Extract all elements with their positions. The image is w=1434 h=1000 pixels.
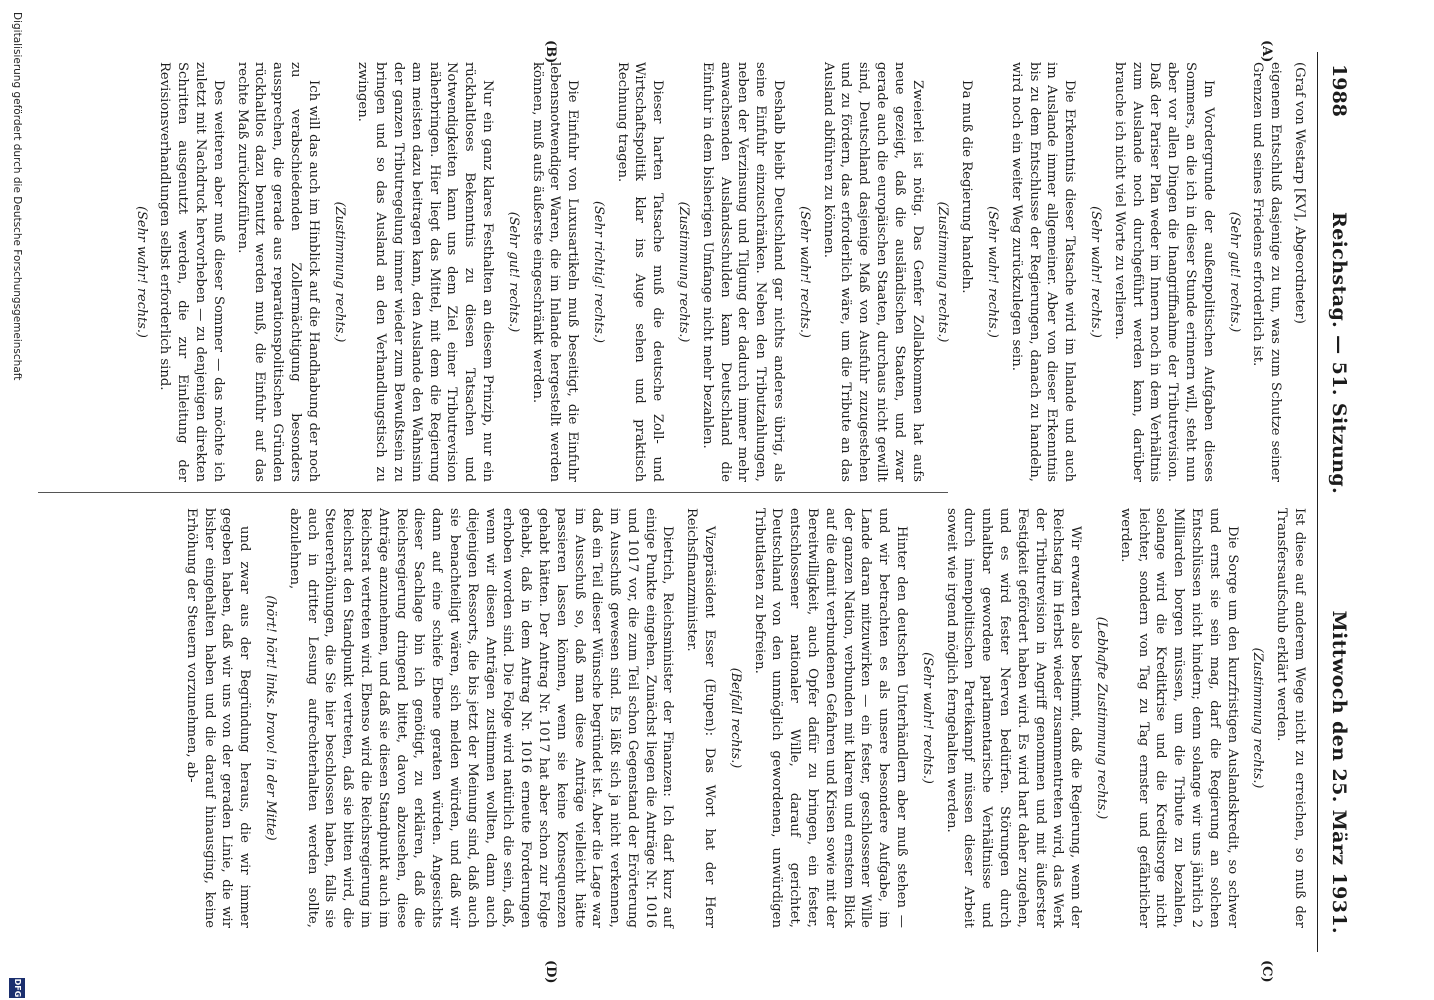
audience-reaction: (Lebhafte Zustimmung rechts.): [1094, 616, 1110, 820]
paragraph: Ist diese auf anderem Wege nicht zu erreichen, so muß der Transfersaufschub erklärt werden.: [1274, 508, 1307, 928]
audience-reaction: (Sehr wahr! rechts.): [985, 206, 1001, 338]
left-text-column: [24, 62, 1308, 482]
paragraph: Dieser harten Tatsache muß die deutsche Zoll- und Wirtschaftspolitik klar ins Auge sehen und praktisch Rechnung tragen.: [614, 62, 666, 482]
audience-reaction: (Beifall rechts.): [727, 667, 743, 769]
paragraph: Zweierlei ist nötig. Das Genfer Zollabkommen hat aufs neue gezeigt, daß die ausländischen Staaten, und zwar gerade auch die europäischen Staaten, durchaus nicht gewillt sind, Deutschland dasjenige Maß von Ausfuhr zuzugestehen und zu fördern, das erforderlich wäre, um die Tribute an das Ausland abführen zu können.: [820, 62, 925, 482]
margin-marker-d: (D): [543, 960, 558, 984]
paragraph: Da muß die Regierung handeln.: [959, 80, 975, 294]
paragraph: Ich will das auch im Hinblick auf die Handhabung der noch zu verabschiedenden Zollermächtigung besonders aussprechen, die gerade aus reparationspolitischen Gründen rückhaltlos dazu benutzt werden muß, die Einfuhr auf das rechte Maß zurückzuführen.: [234, 62, 321, 482]
margin-marker-b: (B): [543, 40, 558, 64]
column-divider: [38, 492, 948, 493]
paragraph: und zwar aus der Begründung heraus, die wir immer gegeben haben, daß wir uns von der geraden Linie, die wir bisher eingehalten haben und die darauf hinausging, keine Erhöhung der Steuern vorzunehmen, ab-: [183, 508, 253, 928]
minister-speech: Dietrich, Reichsminister der Finanzen: Ich darf kurz auf einige Punkte eingehen. Zunächst liegen die Anträge Nr. 1016 und 1017 vor, die zum Teil schon Gegenstand der Erörterung im Ausschuß gewesen sind. Es läßt sich ja nicht verkennen, daß ein Teil dieser Wünsche begründet ist. Aber die Lage war im Ausschuß so, daß man diese Anträge vielleicht hätte passieren lassen können, wenn sie keine Konsequenzen gehabt hätten. Der Antrag Nr. 1017 hat aber schon zur Folge gehabt, daß in dem Antrag Nr. 1016 erneute Forderungen erhoben worden sind. Die Folge wird natürlich die sein, daß, wenn wir diesen Anträgen zustimmen wollten, dann auch diejenigen Ressorts, die bis jetzt der Meinung sind, daß auch sie benachteiligt wären, sich melden würden, und daß wir dann auf eine schiefe Ebene geraten würden. Angesichts dieser Sachlage bin ich genötigt, zu erklären, daß die Reichsregierung dringend bittet, davon abzusehen, diese Anträge anzunehmen, und daß sie diesen Standpunkt auch im Reichsrat vertreten wird. Ebenso wird die Reichsregierung im Reichsrat den Standpunkt vertreten, daß sie bitten wird, die Steuererhöhungen, die Sie hier beschlossen haben, falls sie auch in dritter Lesung aufrechterhalten werden sollte, abzulehnen,: [286, 508, 676, 928]
page-number: 1988: [1328, 64, 1350, 117]
audience-reaction: (Sehr gut! rechts.): [505, 211, 521, 333]
paragraph: Hinter den deutschen Unterhändlern aber muß stehen — und wir betrachten es als unsere besondere Aufgabe, im Lande daran mitzuwirken — ein fester, geschlossener Wille der ganzen Nation, verbunden mit klarem und ernstem Blick auf die damit verbundenen Gefahren und Krisen sowie mit der Bereitwilligkeit, auch Opfer dafür zu bringen, ein fester, entschlossener nationaler Wille, darauf gerichtet, Deutschland von den unmöglich gewordenen, unwürdigen Tributlasten zu befreien.: [751, 508, 910, 928]
paragraph: Wir erwarten also bestimmt, daß die Regierung, wenn der Reichstag im Herbst wieder zusammentreten wird, das Werk der Tributrevision in Angriff genommen und mit äußerster Festigkeit gefördert haben wird. Es wird hart daher zugehen, und es wird fester Nerven bedürfen. Störungen durch unhaltbar gewordene parlamentarische Verhältnisse und durch innenpolitischen Parteikampf müssen dieser Arbeit soweit wie irgend möglich ferngehalten werden.: [943, 508, 1084, 928]
paragraph: Deshalb bleibt Deutschland gar nichts anderes übrig, als seine Einfuhr einzuschränken. Neben den Tributzahlungen, neben der Verzinsung und Tilgung der dadurch immer mehr anwachsenden Auslandsschulden kann Deutschland die Einfuhr in dem bisherigen Umfange nicht mehr bezahlen.: [699, 62, 787, 482]
paragraph: Die Sorge um den kurzfristigen Auslandskredit, so schwer und ernst sie sein mag, darf die Regierung an solchen Entschlüssen nicht hindern; denn solange wir uns jährlich 2 Milliarden borgen müssen, um die Tribute zu bezahlen, solange wird die Kreditkrise und die Kreditsorge nicht leichter, sondern von Tag zu Tag ernster und gefährlicher werden.: [1117, 508, 1240, 928]
session-title: Reichstag. — 51. Sitzung.: [1328, 212, 1350, 495]
audience-reaction: (Zustimmung rechts.): [676, 201, 692, 343]
chair-announcement: Vizepräsident Esser (Eupen): Das Wort hat der Herr Reichsfinanzminister.: [684, 508, 718, 928]
paragraph: Im Vordergrunde der außenpolitischen Aufgaben dieses Sommers, an die ich in dieser Stunde erinnern will, steht nun aber vor allen Dingen die Inangriffnahme der Tributrevision. Daß der Pariser Plan weder im Innern noch in dem Verhältnis zum Auslande noch durchgeführt werden kann, darüber brauche ich nicht viel Worte zu verlieren.: [1111, 62, 1216, 482]
audience-reaction: (Zustimmung rechts.): [935, 201, 951, 343]
paragraph: Des weiteren aber muß dieser Sommer — das möchte ich zuletzt mit Nachdruck hervorheben — zu denjenigen direkten Schritten ausgenutzt werden, die zur Einleitung der Revisionsverhandlungen selbst erforderlich sind.: [157, 62, 226, 482]
audience-reaction: (Zustimmung rechts.): [1250, 647, 1266, 789]
paragraph: Nur ein ganz klares Festhalten an diesem Prinzip, nur ein rückhaltloses Bekenntnis zu diesen Tatsachen und Notwendigkeiten kann uns dem Ziel einer Tributrevision näherbringen. Hier liegt das Mittel, mit dem die Regierung am meisten dazu beitragen kann, den Auslande den Wahnsinn der ganzen Tributregelung immer wieder zum Bewußtsein zu bringen und so das Ausland an den Verhandlungstisch zu zwingen.: [355, 62, 495, 482]
paragraph: Die Einfuhr von Luxusartikeln muß beseitigt, die Einfuhr lebensnotwendiger Waren, die im Inlande hergestellt werden können, muß aufs äußerste eingeschränkt werden.: [529, 62, 581, 482]
margin-marker-a: (A): [1259, 40, 1274, 63]
audience-reaction: (Sehr richtig! rechts.): [590, 201, 606, 343]
audience-reaction: (Sehr wahr! rechts.): [919, 652, 935, 784]
audience-reaction: (Sehr gut! rechts.): [1226, 211, 1242, 333]
dfg-logo: DFG: [9, 978, 25, 998]
audience-reaction: (Sehr wahr! rechts.): [1088, 206, 1104, 338]
session-date: Mittwoch den 25. März 1931.: [1328, 610, 1350, 934]
page-header: [1317, 52, 1360, 952]
audience-reaction: (Zustimmung rechts.): [331, 201, 347, 343]
audience-reaction: (hört! hört! links. bravo! in der Mitte): [262, 595, 278, 841]
audience-reaction: (Sehr wahr! rechts.): [796, 206, 812, 338]
paragraph: eigenem Entschluß dasjenige zu tun, was zum Schutze seiner Grenzen und seines Friedens erforderlich ist.: [1250, 62, 1284, 482]
margin-marker-c: (C): [1259, 960, 1274, 983]
right-text-column: [24, 508, 1308, 928]
speaker-line: (Graf von Westarp [KV], Abgeordneter): [1292, 62, 1307, 324]
audience-reaction: (Sehr wahr! rechts.): [133, 206, 149, 338]
digitization-credit: [6, 0, 26, 1000]
paragraph: Die Erkenntnis dieser Tatsache wird im Inlande und auch im Auslande immer allgemeiner. Aber von dieser Erkenntnis bis zu dem Entschlusse der Regierungen, danach zu handeln, wird noch ein weiter Weg zurückzulegen sein.: [1008, 62, 1078, 482]
credit-text: Digitalisierung gefördert durch die Deutsche Forschungsgemeinschaft: [11, 12, 23, 381]
